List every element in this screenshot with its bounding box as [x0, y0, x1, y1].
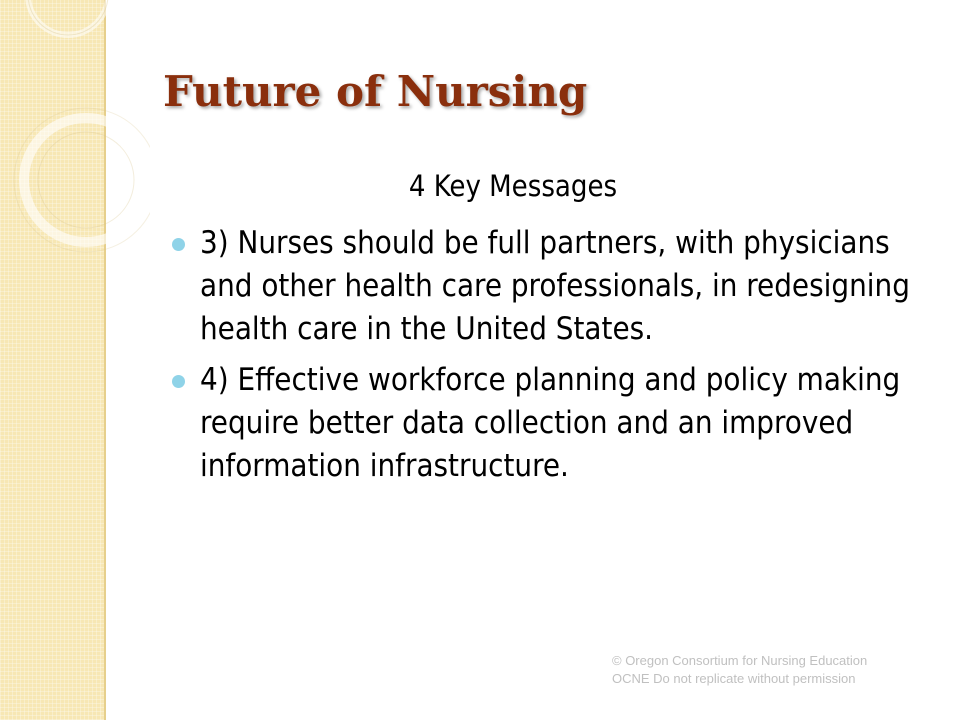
slide-title: Future of Nursing	[163, 67, 588, 116]
bullet-dot-icon	[172, 238, 185, 251]
slide-subheading: 4 Key Messages	[408, 169, 618, 203]
decorative-rings-icon	[0, 0, 150, 260]
bullet-item	[170, 222, 940, 351]
bullet-text: 3) Nurses should be full partners, with physicians and other health care professionals, in redesigning health care in the United States.	[200, 225, 910, 347]
copyright-footer: © Oregon Consortium for Nursing Education OCNE Do not replicate without permission	[612, 653, 868, 686]
bullet-list	[170, 222, 940, 496]
bullet-dot-icon	[172, 375, 185, 388]
bullet-item	[170, 359, 940, 488]
bullet-text: 4) Effective workforce planning and policy making require better data collection and an improved information infrastructure.	[200, 362, 901, 484]
